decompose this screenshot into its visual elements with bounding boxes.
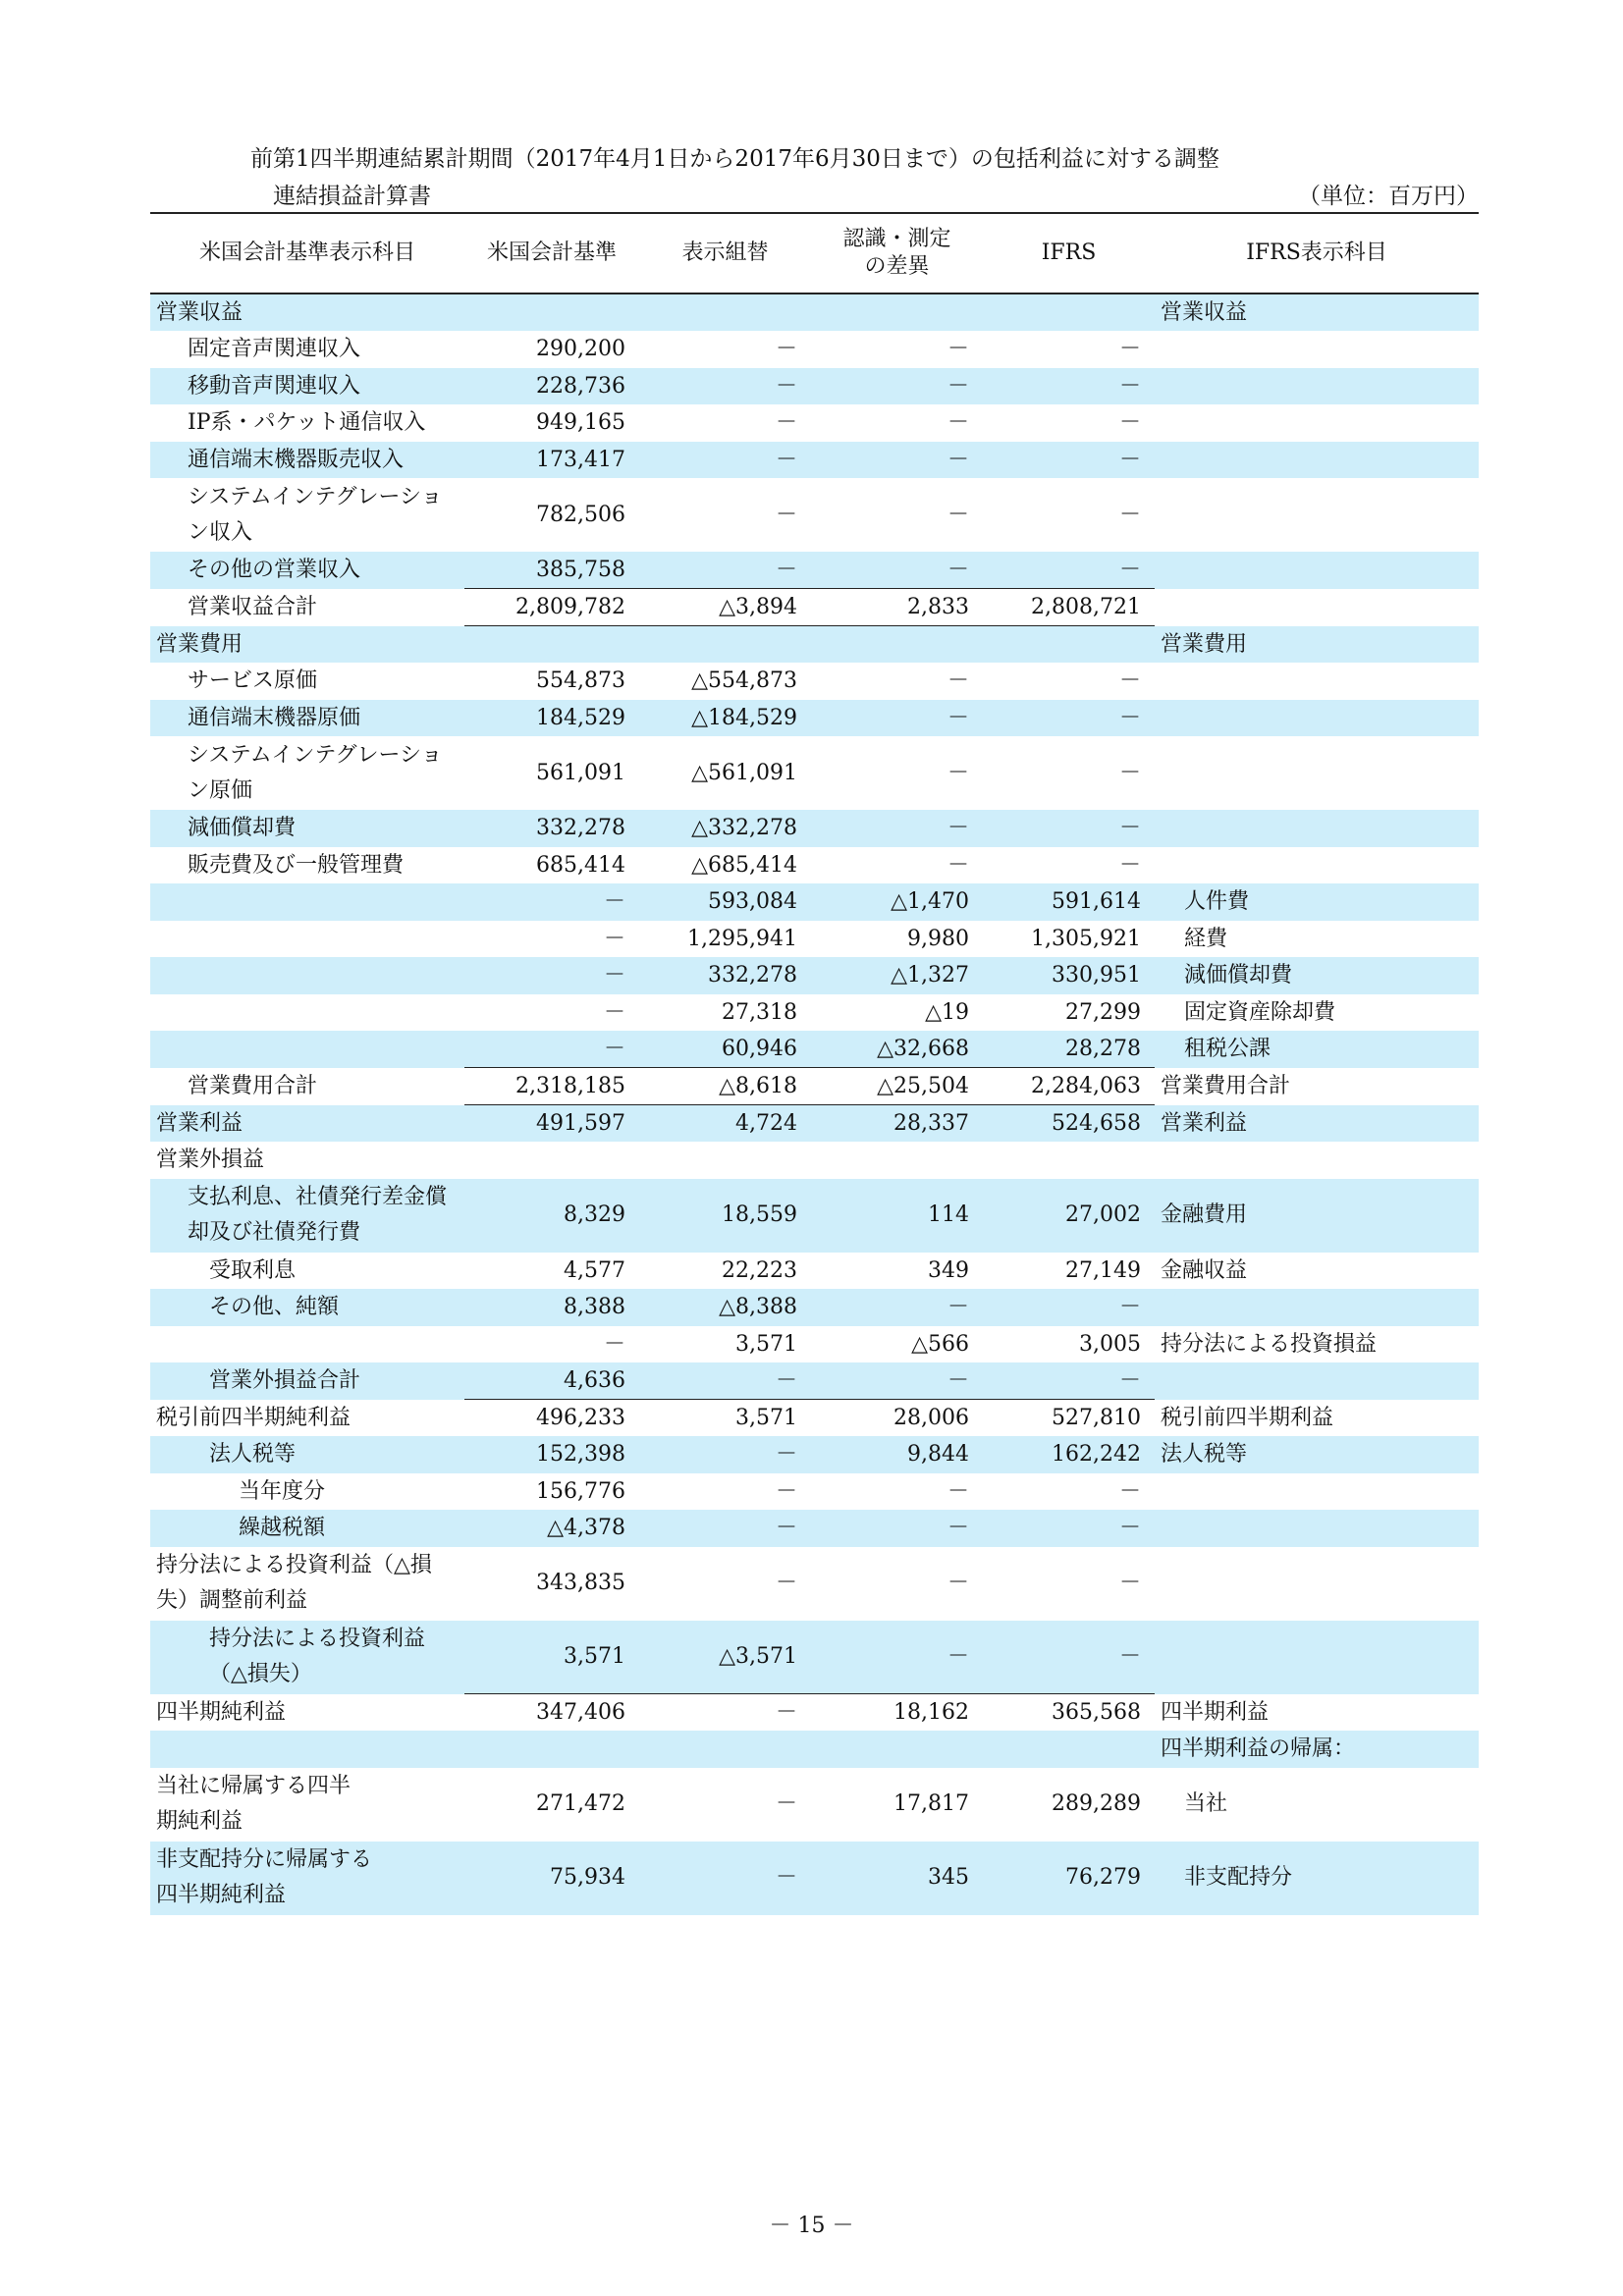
ifrs-label: 営業費用合計 — [1161, 1074, 1291, 1098]
diff-value: 17,817 — [893, 1791, 969, 1816]
table-row — [150, 847, 1479, 884]
row-label: システムインテグレーション収入 — [188, 484, 443, 545]
table-row — [150, 442, 1479, 479]
page-heading: 前第1四半期連結累計期間（2017年4月1日から2017年6月30日まで）の包括利益に対する調整 — [250, 146, 1219, 172]
table-row — [150, 921, 1479, 958]
row-label: 当年度分 — [239, 1478, 326, 1504]
table-row — [150, 1768, 1479, 1842]
us-value: 290,200 — [536, 337, 625, 362]
reclass-value: 1,295,941 — [687, 926, 797, 951]
us-value: 4,577 — [564, 1257, 625, 1283]
table-row — [150, 1621, 1479, 1694]
table-row — [150, 1289, 1479, 1326]
row-label: 減価償却費 — [150, 810, 464, 847]
diff-value: － — [947, 410, 969, 436]
reclass-value: － — [775, 337, 797, 362]
ifrs-label — [1155, 478, 1479, 552]
diff-value: △19 — [925, 999, 969, 1025]
diff-value: － — [811, 1510, 983, 1547]
row-label: 四半期純利益 — [156, 1699, 287, 1725]
ifrs-value: － — [1118, 502, 1141, 527]
ifrs-label: 営業費用 — [1155, 626, 1479, 664]
us-value: 561,091 — [536, 760, 625, 785]
diff-value: △1,327 — [811, 957, 983, 994]
table-row — [150, 994, 1479, 1032]
diff-value: △566 — [911, 1331, 969, 1357]
ifrs-label: 持分法による投資損益 — [1161, 1331, 1378, 1357]
reclass-value: － — [775, 502, 797, 527]
us-value: 156,776 — [536, 1478, 625, 1504]
ifrs-value — [983, 1142, 1155, 1179]
us-value: 949,165 — [536, 410, 625, 436]
row-label: サービス原価 — [188, 668, 318, 694]
table-row — [150, 957, 1479, 994]
us-value: － — [603, 1331, 625, 1357]
ifrs-label: 経費 — [1184, 926, 1228, 951]
ifrs-label: 法人税等 — [1155, 1436, 1479, 1473]
ifrs-label: 四半期利益 — [1161, 1699, 1270, 1725]
ifrs-value — [983, 294, 1155, 331]
reclass-value: － — [775, 1700, 797, 1725]
row-label: 営業費用合計 — [188, 1074, 318, 1098]
diff-value: － — [947, 668, 969, 694]
us-value: 228,736 — [464, 368, 639, 405]
ifrs-label: 営業収益 — [1155, 294, 1479, 331]
row-label — [150, 994, 464, 1032]
us-value: 332,278 — [464, 810, 639, 847]
row-label: 当社に帰属する四半期純利益 — [156, 1774, 352, 1834]
table-row — [150, 368, 1479, 405]
ifrs-label: 金融収益 — [1161, 1257, 1248, 1283]
row-label: 繰越税額 — [150, 1510, 464, 1547]
reclass-value: － — [775, 1791, 797, 1816]
us-value: － — [603, 999, 625, 1025]
us-value: 347,406 — [536, 1700, 625, 1725]
table-row — [150, 883, 1479, 921]
reclass-value — [639, 294, 811, 331]
ifrs-label — [1155, 1362, 1479, 1400]
row-label: 税引前四半期純利益 — [156, 1405, 352, 1430]
table-row — [150, 589, 1479, 626]
ifrs-value: 2,284,063 — [983, 1068, 1155, 1105]
ifrs-label — [1155, 736, 1479, 810]
row-label: その他の営業収入 — [150, 552, 464, 589]
row-label: 持分法による投資利益（△損失）調整前利益 — [156, 1553, 432, 1613]
col-header-reclass: 表示組替 — [639, 213, 811, 294]
ifrs-label: 固定資産除却費 — [1184, 999, 1336, 1025]
reclass-value: － — [775, 1478, 797, 1504]
us-value: 491,597 — [464, 1105, 639, 1143]
ifrs-value: － — [1118, 410, 1141, 436]
ifrs-value: 289,289 — [1052, 1791, 1141, 1816]
us-value — [464, 1731, 639, 1768]
reclass-value: △332,278 — [639, 810, 811, 847]
reclass-value: △685,414 — [691, 852, 797, 878]
diff-value: 345 — [811, 1842, 983, 1915]
ifrs-value: 27,149 — [1065, 1257, 1141, 1283]
ifrs-value: － — [1118, 852, 1141, 878]
col-header-us-gaap: 米国会計基準 — [464, 213, 639, 294]
diff-value: － — [811, 1621, 983, 1694]
row-label: 通信端末機器原価 — [150, 700, 464, 737]
col-header-ifrs: IFRS — [983, 213, 1155, 294]
us-value: 2,809,782 — [464, 589, 639, 626]
reclass-value: △554,873 — [691, 668, 797, 694]
ifrs-value: 162,242 — [983, 1436, 1155, 1473]
ifrs-value: 1,305,921 — [1031, 926, 1141, 951]
row-label: 営業利益 — [150, 1105, 464, 1143]
us-value: 173,417 — [464, 442, 639, 479]
diff-value: △32,668 — [811, 1031, 983, 1068]
diff-value: 28,006 — [893, 1406, 969, 1430]
table-row — [150, 663, 1479, 700]
ifrs-value: 76,279 — [983, 1842, 1155, 1915]
row-label: IP系・パケット通信収入 — [188, 410, 426, 436]
reclass-value: △3,571 — [639, 1621, 811, 1694]
us-value: 496,233 — [536, 1406, 625, 1430]
row-label — [150, 921, 464, 958]
col-header-diff: 認識・測定の差異 — [811, 213, 983, 294]
ifrs-value: 27,002 — [983, 1179, 1155, 1253]
ifrs-label: 当社 — [1184, 1791, 1228, 1816]
ifrs-value: － — [1118, 337, 1141, 362]
diff-value: 349 — [928, 1257, 969, 1283]
reclass-value: － — [639, 1436, 811, 1473]
reclass-value: △561,091 — [691, 760, 797, 785]
reconciliation-table — [150, 212, 1479, 1915]
diff-value: 9,844 — [811, 1436, 983, 1473]
table-row — [150, 1142, 1479, 1179]
diff-value: － — [947, 760, 969, 785]
us-value: － — [464, 957, 639, 994]
reclass-value: △8,388 — [639, 1289, 811, 1326]
us-value: 4,636 — [464, 1362, 639, 1400]
diff-value: － — [947, 852, 969, 878]
diff-value — [811, 626, 983, 664]
row-label: 固定音声関連収入 — [188, 337, 361, 362]
reclass-value: － — [639, 1362, 811, 1400]
diff-value — [811, 1731, 983, 1768]
reclass-value: － — [775, 1571, 797, 1595]
us-value: 385,758 — [464, 552, 639, 589]
ifrs-label — [1155, 700, 1479, 737]
reclass-value: △3,894 — [639, 589, 811, 626]
ifrs-value: － — [983, 1362, 1155, 1400]
reclass-value: 18,559 — [639, 1179, 811, 1253]
reclass-value: － — [639, 442, 811, 479]
row-label — [150, 883, 464, 921]
row-label: 通信端末機器販売収入 — [150, 442, 464, 479]
ifrs-label: 減価償却費 — [1155, 957, 1479, 994]
diff-value: － — [947, 1571, 969, 1595]
diff-value: － — [947, 502, 969, 527]
ifrs-value: 27,299 — [1065, 999, 1141, 1025]
row-label: システムインテグレーション原価 — [188, 742, 443, 803]
ifrs-value: － — [983, 1510, 1155, 1547]
us-value: 184,529 — [464, 700, 639, 737]
row-label: 移動音声関連収入 — [150, 368, 464, 405]
ifrs-value: － — [983, 442, 1155, 479]
diff-value: 2,833 — [811, 589, 983, 626]
ifrs-value: － — [983, 1289, 1155, 1326]
ifrs-label — [1155, 331, 1479, 368]
ifrs-label: 税引前四半期利益 — [1161, 1405, 1334, 1430]
diff-value: 114 — [811, 1179, 983, 1253]
table-row — [150, 700, 1479, 737]
row-label: 非支配持分に帰属する四半期純利益 — [150, 1842, 464, 1915]
ifrs-value: 527,810 — [1052, 1406, 1141, 1430]
ifrs-value: － — [1118, 760, 1141, 785]
row-label: 受取利息 — [209, 1257, 297, 1283]
row-label: 営業収益 — [150, 294, 464, 331]
reclass-value: 27,318 — [722, 999, 797, 1025]
ifrs-value: － — [983, 700, 1155, 737]
col-header-ifrs-label: IFRS表示科目 — [1155, 213, 1479, 294]
ifrs-label — [1155, 404, 1479, 442]
table-row — [150, 1436, 1479, 1473]
reclass-value: 593,084 — [639, 883, 811, 921]
table-row — [150, 626, 1479, 664]
reclass-value — [639, 1731, 811, 1768]
ifrs-label — [1155, 1473, 1479, 1511]
us-value: 343,835 — [536, 1571, 625, 1595]
ifrs-label — [1155, 663, 1479, 700]
page-number: － 15 － — [769, 2214, 854, 2238]
diff-value: － — [947, 337, 969, 362]
us-value: 685,414 — [536, 852, 625, 878]
us-value — [464, 294, 639, 331]
us-value: 75,934 — [464, 1842, 639, 1915]
us-value: － — [603, 926, 625, 951]
table-row — [150, 1694, 1479, 1732]
diff-value: － — [811, 442, 983, 479]
diff-value: 18,162 — [893, 1700, 969, 1725]
diff-value: － — [811, 810, 983, 847]
diff-value: △25,504 — [811, 1068, 983, 1105]
ifrs-label: 営業利益 — [1155, 1105, 1479, 1143]
ifrs-label: 人件費 — [1155, 883, 1479, 921]
reclass-value: 22,223 — [722, 1257, 797, 1283]
table-row — [150, 478, 1479, 552]
ifrs-value: － — [1118, 1571, 1141, 1595]
table-row — [150, 294, 1479, 331]
us-value: 554,873 — [536, 668, 625, 694]
row-label — [150, 1031, 464, 1068]
diff-value — [811, 1142, 983, 1179]
table-row — [150, 1473, 1479, 1511]
ifrs-label: 四半期利益の帰属： — [1155, 1731, 1479, 1768]
ifrs-value: 524,658 — [983, 1105, 1155, 1143]
table-row — [150, 1068, 1479, 1105]
col-header-us-label: 米国会計基準表示科目 — [150, 213, 464, 294]
table-row — [150, 1842, 1479, 1915]
reclass-value — [639, 1142, 811, 1179]
table-row — [150, 1362, 1479, 1400]
us-value: △4,378 — [464, 1510, 639, 1547]
us-value: － — [464, 883, 639, 921]
reclass-value: △8,618 — [639, 1068, 811, 1105]
us-value: 2,318,185 — [464, 1068, 639, 1105]
reclass-value: － — [639, 1510, 811, 1547]
table-row — [150, 1326, 1479, 1363]
row-label: 営業収益合計 — [188, 595, 318, 619]
ifrs-value: 330,951 — [983, 957, 1155, 994]
table-row — [150, 1510, 1479, 1547]
us-value: 3,571 — [464, 1621, 639, 1694]
table-row — [150, 404, 1479, 442]
ifrs-value: － — [983, 368, 1155, 405]
table-row — [150, 810, 1479, 847]
reclass-value: － — [639, 1842, 811, 1915]
row-label: その他、純額 — [150, 1289, 464, 1326]
table-row — [150, 1179, 1479, 1253]
ifrs-label — [1155, 552, 1479, 589]
diff-value — [811, 294, 983, 331]
row-label — [150, 1326, 464, 1363]
table-row — [150, 1031, 1479, 1068]
table-row — [150, 736, 1479, 810]
reclass-value: 60,946 — [639, 1031, 811, 1068]
reclass-value: 4,724 — [639, 1105, 811, 1143]
diff-value: － — [811, 368, 983, 405]
diff-value: － — [811, 552, 983, 589]
row-label: 支払利息、社債発行差金償却及び社債発行費 — [150, 1179, 464, 1253]
ifrs-label — [1155, 810, 1479, 847]
statement-title: 連結損益計算書 — [273, 184, 431, 209]
table-row — [150, 552, 1479, 589]
ifrs-label — [1155, 442, 1479, 479]
reclass-value: － — [775, 410, 797, 436]
us-value — [464, 626, 639, 664]
table-row — [150, 331, 1479, 368]
ifrs-label — [1155, 1142, 1479, 1179]
reclass-value: 3,571 — [735, 1331, 797, 1357]
diff-value: － — [811, 1362, 983, 1400]
row-label — [150, 957, 464, 994]
reclass-value: － — [639, 552, 811, 589]
ifrs-label — [1155, 847, 1479, 884]
ifrs-label: 非支配持分 — [1155, 1842, 1479, 1915]
ifrs-value: 3,005 — [1079, 1331, 1141, 1357]
diff-value: － — [811, 700, 983, 737]
table-header-row — [150, 213, 1479, 294]
ifrs-label — [1155, 1547, 1479, 1621]
ifrs-value: 28,278 — [983, 1031, 1155, 1068]
row-label: 営業外損益 — [156, 1148, 265, 1173]
reclass-value: 3,571 — [735, 1406, 797, 1430]
reclass-value: － — [639, 368, 811, 405]
ifrs-label — [1155, 589, 1479, 626]
row-label: 営業費用 — [150, 626, 464, 664]
ifrs-value: 2,808,721 — [983, 589, 1155, 626]
ifrs-value: － — [983, 552, 1155, 589]
diff-value: － — [811, 1289, 983, 1326]
us-value: 8,329 — [464, 1179, 639, 1253]
ifrs-value: － — [983, 1621, 1155, 1694]
us-value: 152,398 — [464, 1436, 639, 1473]
reclass-value: △184,529 — [639, 700, 811, 737]
diff-value: － — [947, 1478, 969, 1504]
ifrs-value: 365,568 — [1052, 1700, 1141, 1725]
ifrs-label: 金融費用 — [1155, 1179, 1479, 1253]
table-row — [150, 1105, 1479, 1143]
ifrs-label — [1155, 1621, 1479, 1694]
ifrs-value — [983, 1731, 1155, 1768]
diff-value: 28,337 — [811, 1105, 983, 1143]
reclass-value: 332,278 — [639, 957, 811, 994]
ifrs-value: 591,614 — [983, 883, 1155, 921]
ifrs-value: － — [983, 810, 1155, 847]
row-label: 持分法による投資利益（△損失） — [150, 1621, 464, 1694]
unit-label: （単位：百万円） — [1298, 184, 1479, 209]
row-label: 法人税等 — [150, 1436, 464, 1473]
ifrs-value: － — [1118, 668, 1141, 694]
table-row — [150, 1400, 1479, 1437]
table-row — [150, 1731, 1479, 1768]
row-label: 販売費及び一般管理費 — [188, 852, 405, 878]
us-value: 782,506 — [536, 502, 625, 527]
row-label — [150, 1731, 464, 1768]
us-value — [464, 1142, 639, 1179]
table-row — [150, 1253, 1479, 1290]
us-value: 8,388 — [464, 1289, 639, 1326]
ifrs-label: 租税公課 — [1155, 1031, 1479, 1068]
us-value: － — [464, 1031, 639, 1068]
ifrs-label — [1155, 368, 1479, 405]
row-label: 営業外損益合計 — [150, 1362, 464, 1400]
us-value: 271,472 — [536, 1791, 625, 1816]
ifrs-value — [983, 626, 1155, 664]
ifrs-label — [1155, 1510, 1479, 1547]
diff-value: △1,470 — [811, 883, 983, 921]
ifrs-label — [1155, 1289, 1479, 1326]
ifrs-value: － — [1118, 1478, 1141, 1504]
table-row — [150, 1547, 1479, 1621]
reclass-value — [639, 626, 811, 664]
diff-value: 9,980 — [907, 926, 969, 951]
